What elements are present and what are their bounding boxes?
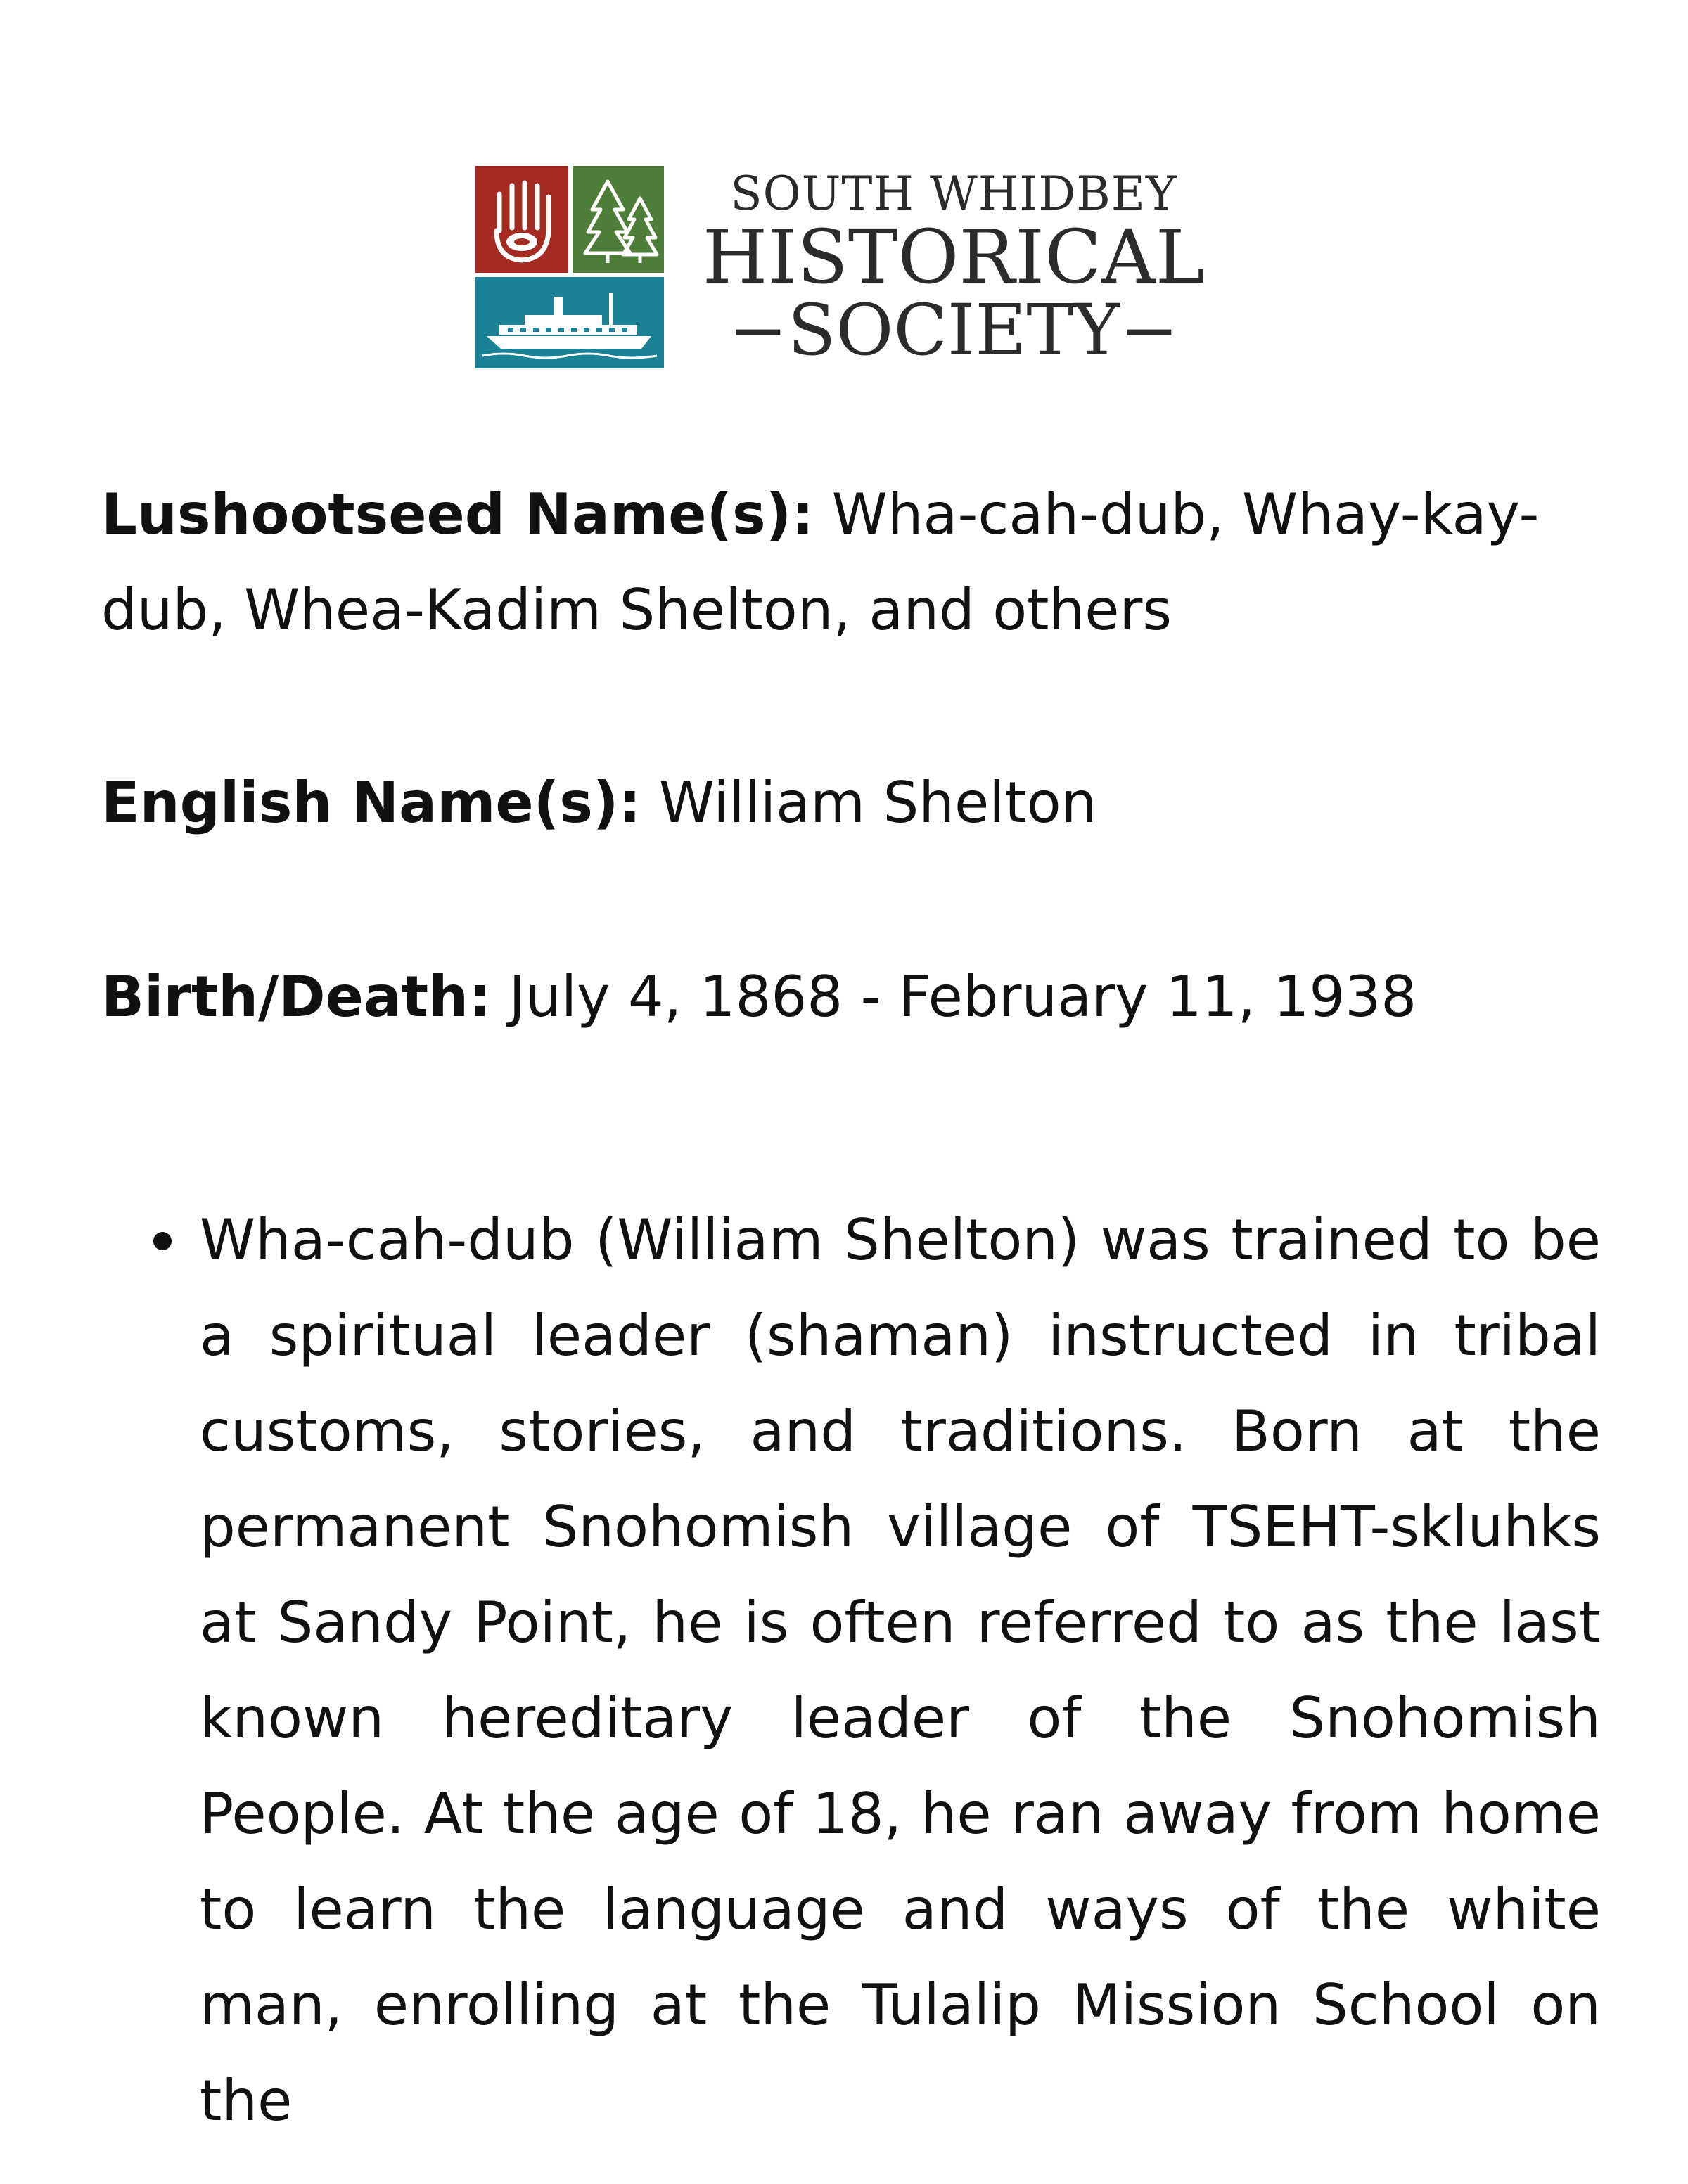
lushootseed-names-value: Wha-cah-dub, Whay-kay-dub, Whea-Kadim Shelton, and others — [101, 482, 1540, 643]
english-names-label: English Name(s): — [101, 770, 641, 835]
biography-list — [0, 1193, 1688, 2149]
society-logo — [475, 166, 1221, 371]
ferry-icon — [475, 277, 664, 368]
birth-death-field — [101, 949, 1604, 1045]
bullet-icon — [153, 1232, 172, 1250]
logo-line-3: −SOCIETY− — [729, 289, 1179, 371]
birth-death-label: Birth/Death: — [101, 964, 492, 1029]
lushootseed-names-label: Lushootseed Name(s): — [101, 482, 814, 547]
list-item — [200, 1193, 1601, 2149]
birth-death-value: July 4, 1868 - February 11, 1938 — [509, 964, 1417, 1029]
hand-icon — [475, 166, 568, 273]
lushootseed-names-field — [101, 467, 1604, 658]
logo-line-1: SOUTH WHIDBEY — [730, 167, 1177, 221]
logo-emblem — [475, 166, 664, 368]
biography-paragraph: Wha-cah-dub (William Shelton) was trained to be a spiritual leader (shaman) instructed in tribal customs, stories, and traditions. Born at the permanent Snohomish village of TSEHT-skluhks at Sandy Point, he is often referred to as the last known hereditary leader of the Snohomish People. At the age of 18, he ran away from home to learn the language and ways of the white man, enrolling at the Tulalip Mission School on the — [200, 1207, 1601, 2133]
logo-line-2: HISTORICAL — [702, 214, 1206, 300]
english-names-value: William Shelton — [658, 770, 1097, 835]
english-names-field — [101, 755, 1604, 851]
trees-icon — [573, 166, 664, 273]
